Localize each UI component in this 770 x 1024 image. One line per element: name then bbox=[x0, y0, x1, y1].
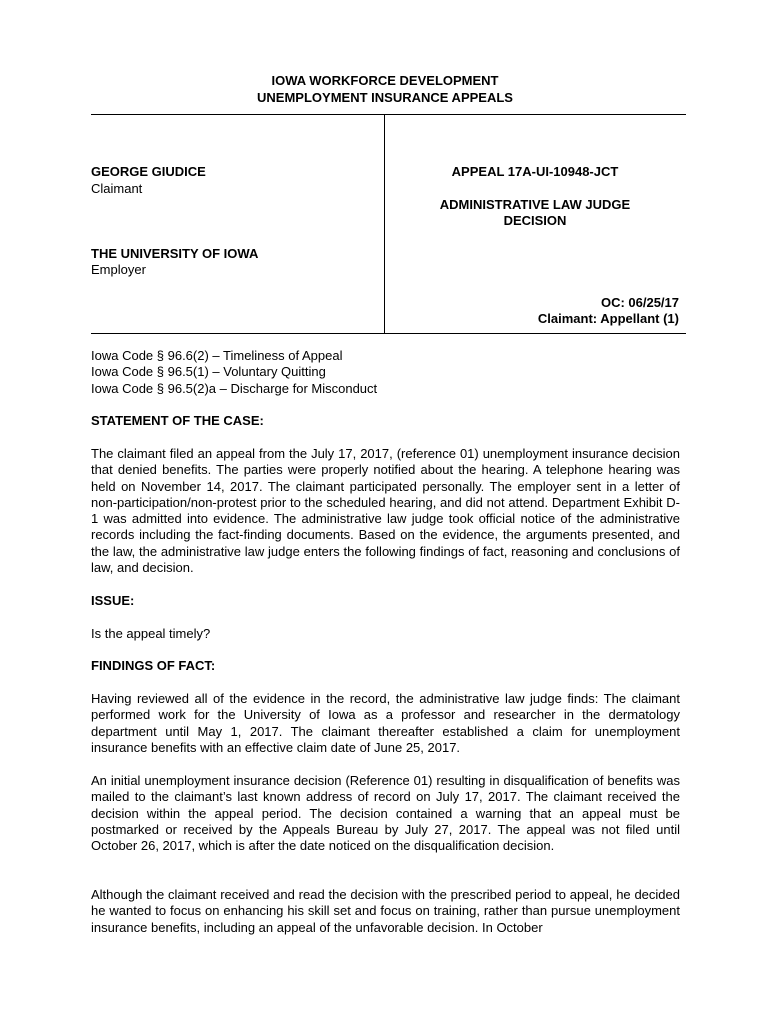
claimant-appellant: Claimant: Appellant (1) bbox=[537, 311, 679, 326]
claimant-name: GEORGE GIUDICE bbox=[91, 164, 206, 179]
findings-paragraph-2: An initial unemployment insurance decision (Reference 01) resulting in disqualification of benefits was mailed to the claimant’s last known address of record on July 17, 2017. The claimant received the decision within the appeal period. The decision contained a warning that an appeal must be postmarked or received by the Appeals Bureau by July 27, 2017. The appeal was not filed until October 26, 2017, which is after the date noticed on the disqualification decision. bbox=[91, 773, 680, 854]
code-sections-list bbox=[91, 348, 680, 397]
statement-paragraph: The claimant filed an appeal from the July 17, 2017, (reference 01) unemployment insurance decision that denied benefits. The parties were properly notified about the hearing. A telephone hearing was held on November 14, 2017. The claimant participated personally. The employer sent in a letter of non-participation/non-protest prior to the scheduled hearing, and did not attend. Department Exhibit D-1 was admitted into evidence. The administrative law judge took official notice of the administrative records including the fact-finding documents. Based on the evidence, the arguments presented, and the law, the administrative law judge enters the following findings of fact, reasoning and conclusions of law, and decision. bbox=[91, 446, 680, 576]
code-section-item: Iowa Code § 96.6(2) – Timeliness of Appeal bbox=[91, 348, 343, 363]
decision-title-line1: ADMINISTRATIVE LAW JUDGE bbox=[439, 197, 631, 212]
code-section-item: Iowa Code § 96.5(1) – Voluntary Quitting bbox=[91, 364, 326, 380]
agency-title-line2: UNEMPLOYMENT INSURANCE APPEALS bbox=[257, 90, 513, 105]
findings-heading: FINDINGS OF FACT: bbox=[91, 658, 216, 673]
caption-top-rule bbox=[91, 114, 686, 115]
agency-title-line1: IOWA WORKFORCE DEVELOPMENT bbox=[271, 73, 499, 88]
statement-heading: STATEMENT OF THE CASE: bbox=[91, 413, 264, 428]
findings-paragraph-1: Having reviewed all of the evidence in the record, the administrative law judge finds: The claimant performed work for the University of Iowa as a professor and researcher in the dermatology department until May 1, 2017. The claimant thereafter established a claim for unemployment insurance benefits with an effective claim date of June 25, 2017. bbox=[91, 691, 680, 755]
issue-paragraph: Is the appeal timely? bbox=[91, 626, 211, 641]
issue-heading: ISSUE: bbox=[91, 593, 135, 608]
findings-paragraph-3: Although the claimant received and read the decision with the prescribed period to appeal, he decided he wanted to focus on enhancing his skill set and focus on training, rather than pursue unemployment insurance benefits, including an appeal of the unfavorable decision. In October bbox=[91, 887, 680, 935]
employer-name: THE UNIVERSITY OF IOWA bbox=[91, 246, 259, 261]
code-section-item: Iowa Code § 96.5(2)a – Discharge for Misconduct bbox=[91, 380, 378, 396]
claimant-role: Claimant bbox=[91, 181, 143, 196]
oc-date: OC: 06/25/17 bbox=[600, 295, 679, 310]
caption-bottom-rule bbox=[91, 333, 686, 334]
appeal-number: APPEAL 17A-UI-10948-JCT bbox=[451, 164, 619, 179]
decision-title-line2: DECISION bbox=[503, 213, 567, 228]
employer-role: Employer bbox=[91, 262, 146, 277]
